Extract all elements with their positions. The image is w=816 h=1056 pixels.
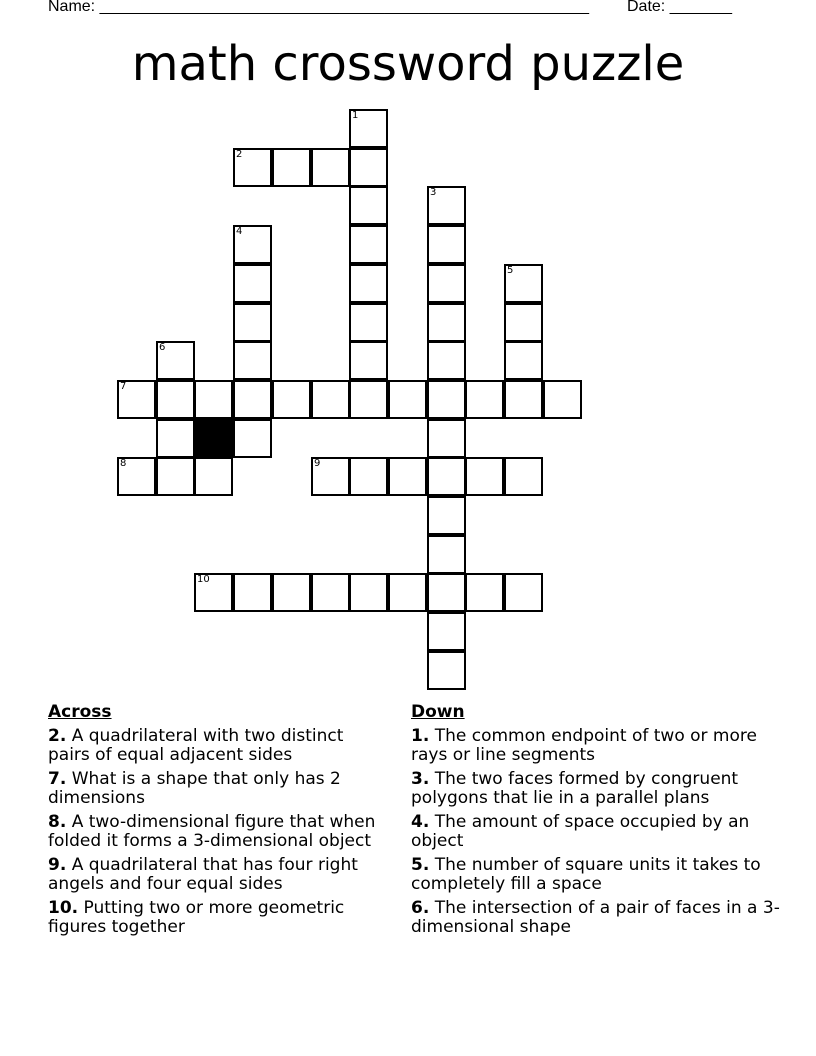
clue-number: 6. <box>411 897 430 918</box>
crossword-cell[interactable] <box>427 573 466 612</box>
clue-number: 5. <box>411 854 430 875</box>
crossword-cell[interactable] <box>543 380 582 419</box>
clue-text: Putting two or more geometric figures together <box>48 897 345 937</box>
crossword-cell[interactable] <box>388 457 427 496</box>
crossword-cell[interactable] <box>504 380 543 419</box>
crossword-cell[interactable] <box>349 380 388 419</box>
clue-text: A two-dimensional figure that when folded it forms a 3-dimensional object <box>48 811 376 851</box>
clue-number-label: 6 <box>159 342 166 353</box>
across-clues <box>48 703 388 942</box>
crossword-cell[interactable] <box>117 457 156 496</box>
crossword-cell[interactable] <box>272 380 311 419</box>
clue-number-label: 10 <box>197 574 210 585</box>
clue-number: 2. <box>48 725 67 746</box>
crossword-cell[interactable] <box>156 419 195 458</box>
crossword-cell[interactable] <box>233 341 272 380</box>
crossword-cell[interactable] <box>427 612 466 651</box>
crossword-cell[interactable] <box>233 303 272 342</box>
crossword-cell[interactable] <box>427 457 466 496</box>
clue-text: What is a shape that only has 2 dimensions <box>48 768 341 808</box>
date-field[interactable]: Date: _______ <box>627 0 732 15</box>
crossword-cell[interactable] <box>311 573 350 612</box>
page-title: math crossword puzzle <box>131 36 685 92</box>
crossword-cell[interactable] <box>504 457 543 496</box>
crossword-cell[interactable] <box>427 496 466 535</box>
crossword-cell[interactable] <box>194 380 233 419</box>
crossword-cell[interactable] <box>233 148 272 187</box>
crossword-cell[interactable] <box>427 419 466 458</box>
clue-number-label: 9 <box>314 458 321 469</box>
crossword-cell[interactable] <box>349 341 388 380</box>
crossword-cell[interactable] <box>349 264 388 303</box>
clue-text: The two faces formed by congruent polygons that lie in a parallel plans <box>411 768 739 808</box>
clue-number-label: 2 <box>236 149 243 160</box>
crossword-cell[interactable] <box>349 186 388 225</box>
crossword-cell[interactable] <box>233 264 272 303</box>
crossword-cell[interactable] <box>349 303 388 342</box>
crossword-cell[interactable] <box>349 573 388 612</box>
crossword-cell[interactable] <box>504 303 543 342</box>
crossword-cell[interactable] <box>156 380 195 419</box>
clue-number-label: 1 <box>352 110 359 121</box>
crossword-cell[interactable] <box>194 573 233 612</box>
crossword-cell[interactable] <box>233 573 272 612</box>
crossword-cell[interactable] <box>465 457 504 496</box>
clue-number: 8. <box>48 811 67 832</box>
clue-text: A quadrilateral that has four right angels and four equal sides <box>48 854 358 894</box>
clue-item <box>48 856 388 895</box>
down-clues <box>411 703 781 942</box>
crossword-cell[interactable] <box>156 341 195 380</box>
clue-item <box>411 899 781 938</box>
crossword-cell[interactable] <box>388 380 427 419</box>
crossword-cell[interactable] <box>427 380 466 419</box>
crossword-cell[interactable] <box>504 264 543 303</box>
clue-item <box>48 899 388 938</box>
crossword-cell[interactable] <box>349 148 388 187</box>
crossword-cell[interactable] <box>427 651 466 690</box>
crossword-block <box>194 419 233 458</box>
crossword-cell[interactable] <box>194 457 233 496</box>
crossword-cell[interactable] <box>272 148 311 187</box>
crossword-cell[interactable] <box>117 380 156 419</box>
crossword-cell[interactable] <box>156 457 195 496</box>
clue-number-label: 4 <box>236 226 243 237</box>
clue-number-label: 3 <box>430 187 437 198</box>
crossword-cell[interactable] <box>427 535 466 574</box>
clue-text: The intersection of a pair of faces in a 3-dimensional shape <box>411 897 780 937</box>
crossword-cell[interactable] <box>427 264 466 303</box>
crossword-cell[interactable] <box>427 341 466 380</box>
clue-item <box>48 727 388 766</box>
crossword-cell[interactable] <box>504 573 543 612</box>
clue-text: A quadrilateral with two distinct pairs of equal adjacent sides <box>48 725 344 765</box>
clue-item <box>411 727 781 766</box>
crossword-cell[interactable] <box>427 303 466 342</box>
clue-item <box>411 856 781 895</box>
crossword-cell[interactable] <box>233 419 272 458</box>
crossword-cell[interactable] <box>388 573 427 612</box>
crossword-cell[interactable] <box>349 225 388 264</box>
clue-number: 10. <box>48 897 79 918</box>
clue-number: 3. <box>411 768 430 789</box>
crossword-cell[interactable] <box>233 380 272 419</box>
clue-number-label: 7 <box>120 381 127 392</box>
clue-item <box>411 770 781 809</box>
clue-item <box>48 813 388 852</box>
clue-text: The amount of space occupied by an object <box>411 811 750 851</box>
clue-number: 1. <box>411 725 430 746</box>
clue-number: 7. <box>48 768 67 789</box>
crossword-cell[interactable] <box>233 225 272 264</box>
clue-number-label: 8 <box>120 458 127 469</box>
name-field[interactable]: Name: _______________________________________________________ <box>48 0 589 15</box>
crossword-cell[interactable] <box>465 573 504 612</box>
crossword-cell[interactable] <box>427 225 466 264</box>
crossword-cell[interactable] <box>349 457 388 496</box>
crossword-cell[interactable] <box>465 380 504 419</box>
crossword-cell[interactable] <box>349 109 388 148</box>
clue-text: The number of square units it takes to completely fill a space <box>411 854 761 894</box>
crossword-cell[interactable] <box>504 341 543 380</box>
crossword-cell[interactable] <box>272 573 311 612</box>
crossword-cell[interactable] <box>311 380 350 419</box>
down-heading: Down <box>411 702 465 722</box>
crossword-cell[interactable] <box>311 148 350 187</box>
clue-item <box>48 770 388 809</box>
crossword-cell[interactable] <box>427 186 466 225</box>
across-heading: Across <box>48 702 112 722</box>
clue-number: 4. <box>411 811 430 832</box>
clue-item <box>411 813 781 852</box>
crossword-cell[interactable] <box>311 457 350 496</box>
clue-number: 9. <box>48 854 67 875</box>
clue-text: The common endpoint of two or more rays or line segments <box>411 725 757 765</box>
clue-number-label: 5 <box>507 265 514 276</box>
